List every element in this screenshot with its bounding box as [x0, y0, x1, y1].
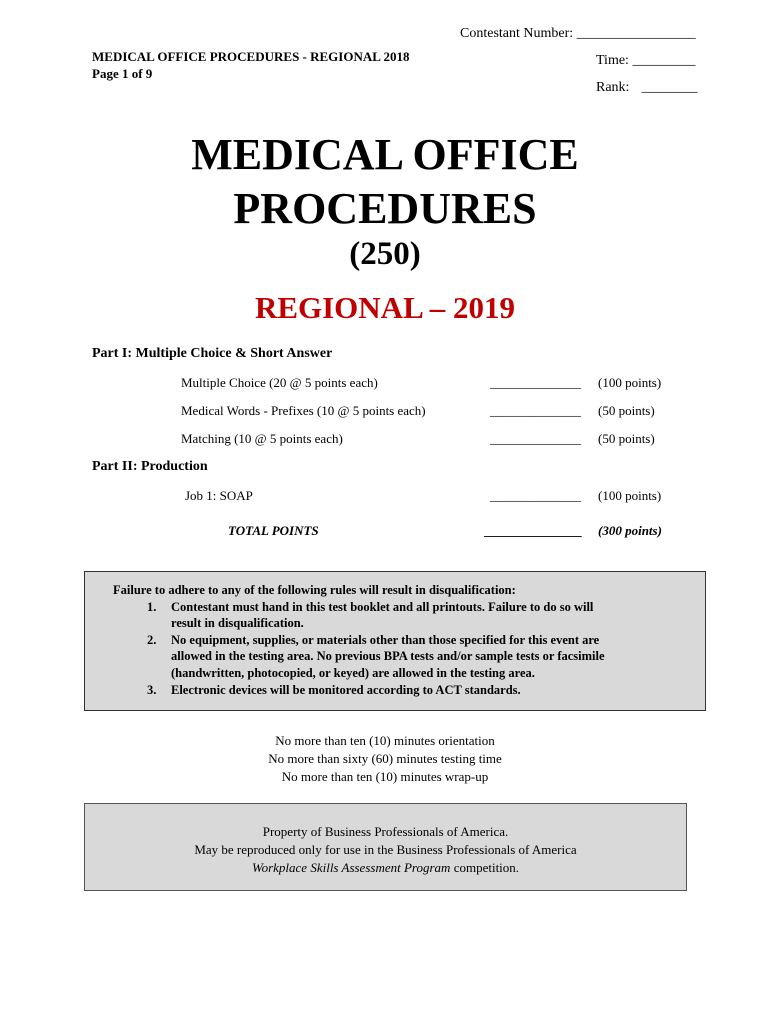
rule-item [147, 599, 651, 632]
page-title [0, 128, 770, 236]
score-row-points: (50 points) [598, 431, 655, 446]
score-row-blank: ______________ [490, 431, 581, 446]
rule-line: (handwritten, photocopied, or keyed) are allowed in the testing area. [171, 665, 535, 680]
rule-item [147, 632, 651, 681]
rules-intro: Failure to adhere to any of the following rules will result in disqualification: [113, 583, 516, 597]
property-line-3-rest: competition. [450, 860, 520, 875]
score-row-blank: ______________ [490, 403, 581, 418]
part-1-heading: Part I: Multiple Choice & Short Answer [92, 346, 333, 361]
time-limit-line: No more than sixty (60) minutes testing time [268, 751, 502, 766]
program-name: Workplace Skills Assessment Program [251, 860, 451, 875]
contestant-number-field: Contestant Number: _________________ [460, 26, 696, 41]
score-row-blank: ______________ [490, 488, 581, 503]
title-line-2: PROCEDURES [233, 184, 537, 233]
rank-label: Rank: [596, 80, 630, 95]
score-row-blank: ______________ [490, 375, 581, 390]
total-points: (300 points) [598, 523, 662, 538]
rule-line: No equipment, supplies, or materials other than those specified for this event are [171, 633, 600, 647]
total-label: TOTAL POINTS [228, 523, 319, 538]
time-limit-line: No more than ten (10) minutes orientation [275, 733, 495, 748]
rules-box [84, 571, 706, 711]
page-number: Page 1 of 9 [92, 66, 153, 81]
rule-line: Contestant must hand in this test booklet and all printouts. Failure to do so will [171, 600, 594, 614]
rule-number: 2. [147, 633, 157, 647]
rank-blank: ________ [641, 80, 698, 95]
score-row-label: Multiple Choice (20 @ 5 points each) [181, 375, 378, 390]
score-row-label: Medical Words - Prefixes (10 @ 5 points each) [181, 403, 426, 418]
rule-line: allowed in the testing area. No previous BPA tests and/or sample tests or facsimile [171, 649, 605, 664]
rule-number: 1. [147, 600, 157, 614]
time-limit-line: No more than ten (10) minutes wrap-up [281, 769, 489, 784]
regional-year: REGIONAL – 2019 [254, 290, 516, 325]
time-field: Time: _________ [596, 53, 696, 68]
rule-item [147, 682, 651, 698]
rank-field [596, 80, 697, 96]
rule-number: 3. [147, 683, 157, 697]
score-row-points: (100 points) [598, 375, 662, 390]
title-line-1: MEDICAL OFFICE [191, 130, 579, 179]
property-line-2: May be reproduced only for use in the Business Professionals of America [194, 842, 577, 857]
part-2-heading: Part II: Production [92, 459, 208, 474]
score-row-points: (50 points) [598, 403, 655, 418]
total-blank: _______________ [485, 523, 583, 538]
score-row-points: (100 points) [598, 488, 662, 503]
document-header [92, 48, 409, 82]
property-line-1: Property of Business Professionals of America. [262, 824, 509, 839]
score-row-label: Matching (10 @ 5 points each) [181, 431, 343, 446]
score-row-label: Job 1: SOAP [185, 488, 253, 503]
property-notice-box [84, 803, 687, 891]
event-code: (250) [349, 236, 421, 272]
property-line-3 [85, 859, 686, 877]
time-limits [0, 732, 770, 786]
event-line: MEDICAL OFFICE PROCEDURES - REGIONAL 2018 [92, 49, 410, 64]
rule-line: result in disqualification. [171, 616, 304, 631]
rule-line: Electronic devices will be monitored according to ACT standards. [171, 683, 521, 697]
